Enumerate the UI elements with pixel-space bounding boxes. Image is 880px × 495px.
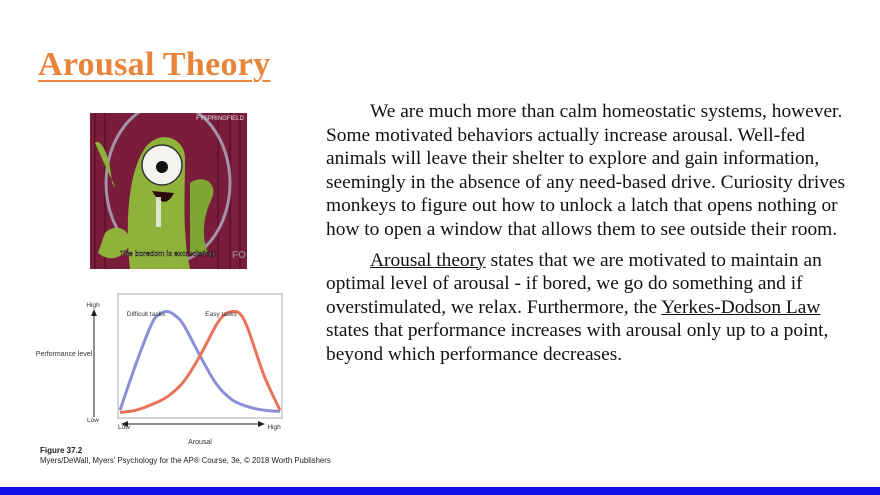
x-axis-label: Arousal — [188, 439, 212, 446]
y-axis-label: Performance level — [36, 351, 93, 358]
y-axis-arrow-icon — [91, 309, 97, 316]
body-text — [326, 100, 850, 374]
figure-credit: Myers/DeWall, Myers' Psychology for the AP® Course, 3e, © 2018 Worth Publishers — [40, 456, 331, 465]
series-label-easy-tasks: Easy tasks — [205, 311, 237, 318]
slide-title: Arousal Theory — [38, 46, 271, 83]
subtitle-text: The boredom is excruciating! — [119, 249, 217, 258]
series-line-difficult-tasks — [120, 311, 280, 411]
series-line-easy-tasks — [120, 311, 280, 412]
figure-label: Figure 37.2 — [40, 446, 83, 455]
term-yerkes-dodson: Yerkes-Dodson Law — [661, 296, 821, 318]
cartoon-image — [90, 113, 247, 269]
paragraph-arousal-theory — [326, 249, 850, 367]
bottom-accent-bar — [0, 487, 880, 495]
y-tick-low: Low — [87, 417, 99, 424]
corner-text: FO — [232, 250, 246, 261]
paragraph-homeostasis: We are much more than calm homeostatic systems, however. Some motivated behaviors actually increase arousal. Well-fed animals will leave their shelter to explore and gain information, seemingly in the absence of any need-based drive. Curiosity drives monkeys to figure out how to unlock a latch that opens nothing or how to open a window that allows them to see outside their room. — [326, 101, 846, 240]
cartoon-illustration — [90, 113, 247, 269]
p2-text-2: states that performance increases with arousal only up to a point, beyond which performance decreases. — [326, 320, 829, 365]
watermark-text: FYSPRINGFIELD — [196, 116, 244, 122]
x-tick-high: High — [267, 424, 281, 431]
x-axis-arrow-right-icon — [258, 421, 265, 427]
y-tick-high: High — [86, 302, 100, 309]
p2-text-1: states that we are motivated to maintain an optimal level of arousal - if bored, we go do something and if overstimulated, we relax. Furthermore, the — [326, 249, 822, 318]
arousal-performance-chart — [36, 292, 286, 448]
series-label-difficult-tasks: Difficult tasks — [126, 311, 166, 318]
term-arousal-theory: Arousal theory — [370, 249, 486, 271]
figure-caption — [40, 446, 331, 466]
x-tick-low: Low — [118, 424, 130, 431]
